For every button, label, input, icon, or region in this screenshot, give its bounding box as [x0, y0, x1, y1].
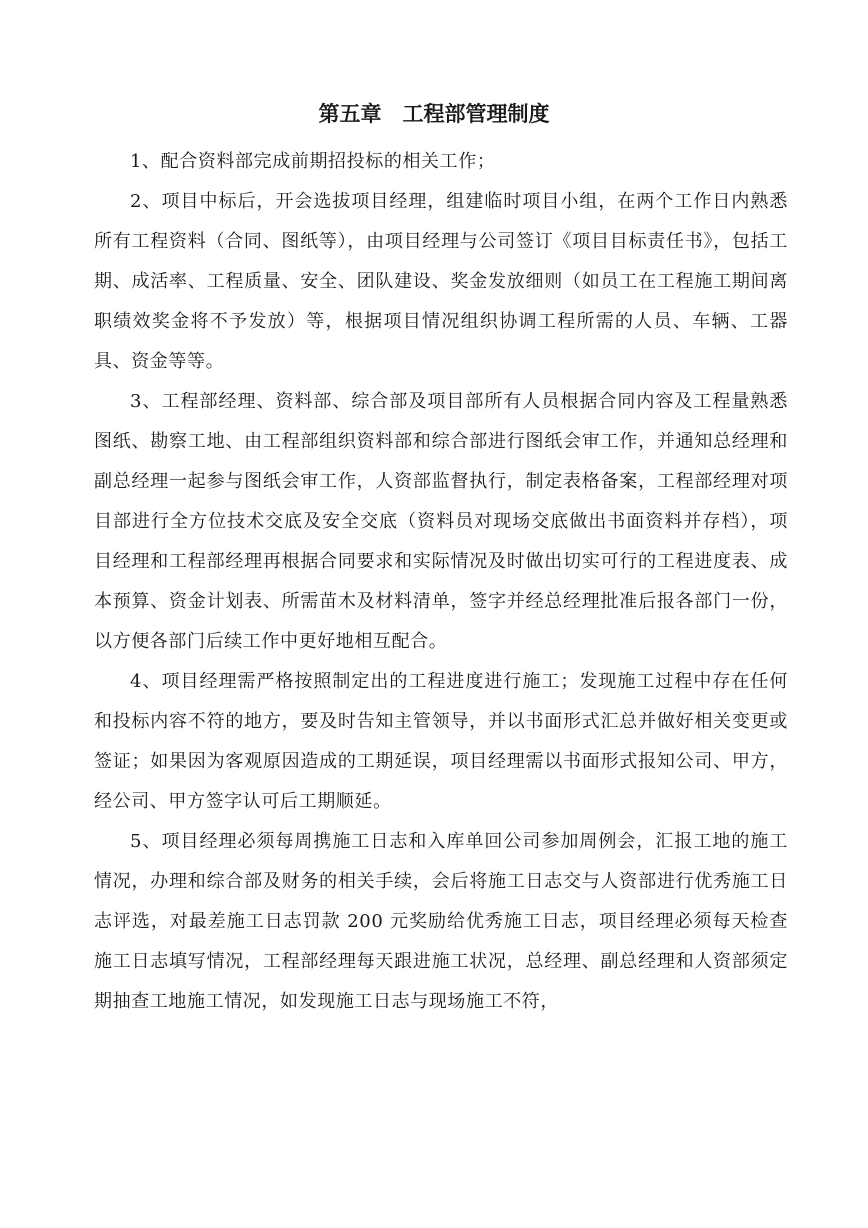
paragraph-5: 5、项目经理必须每周携施工日志和入库单回公司参加周例会，汇报工地的施工情况，办理和综合部及财务的相关手续，会后将施工日志交与人资部进行优秀施工日志评选，对最差施工日志罚款 200 元奖励给优秀施工日志，项目经理必须每天检查施工日志填写情况，工程部经理每天跟进施工状况，总经理、副总经理和人资部须定期抽查工地施工情况，如发现施工日志与现场施工不符， — [94, 831, 788, 1012]
paragraph-4: 4、项目经理需严格按照制定出的工程进度进行施工；发现施工过程中存在任何和投标内容不符的地方，要及时告知主管领导，并以书面形式汇总并做好相关变更或签证；如果因为客观原因造成的工期延误，项目经理需以书面形式报知公司、甲方，经公司、甲方签字认可后工期顺延。 — [94, 671, 788, 812]
document-body — [94, 142, 788, 1022]
paragraph-1: 1、配合资料部完成前期招投标的相关工作； — [130, 151, 496, 172]
chapter-title: 第五章 工程部管理制度 — [318, 102, 550, 126]
paragraph-2: 2、项目中标后，开会选拔项目经理，组建临时项目小组，在两个工作日内熟悉所有工程资料（合同、图纸等），由项目经理与公司签订《项目目标责任书》，包括工期、成活率、工程质量、安全、团队建设、奖金发放细则（如员工在工程施工期间离职绩效奖金将不予发放）等，根据项目情况组织协调工程所需的人员、车辆、工器具、资金等等。 — [94, 191, 788, 372]
paragraph-3: 3、工程部经理、资料部、综合部及项目部所有人员根据合同内容及工程量熟悉图纸、勘察工地、由工程部组织资料部和综合部进行图纸会审工作，并通知总经理和副总经理一起参与图纸会审工作，人资部监督执行，制定表格备案，工程部经理对项目部进行全方位技术交底及安全交底（资料员对现场交底做出书面资料并存档），项目经理和工程部经理再根据合同要求和实际情况及时做出切实可行的工程进度表、成本预算、资金计划表、所需苗木及材料清单，签字并经总经理批准后报各部门一份，以方便各部门后续工作中更好地相互配合。 — [94, 391, 788, 652]
